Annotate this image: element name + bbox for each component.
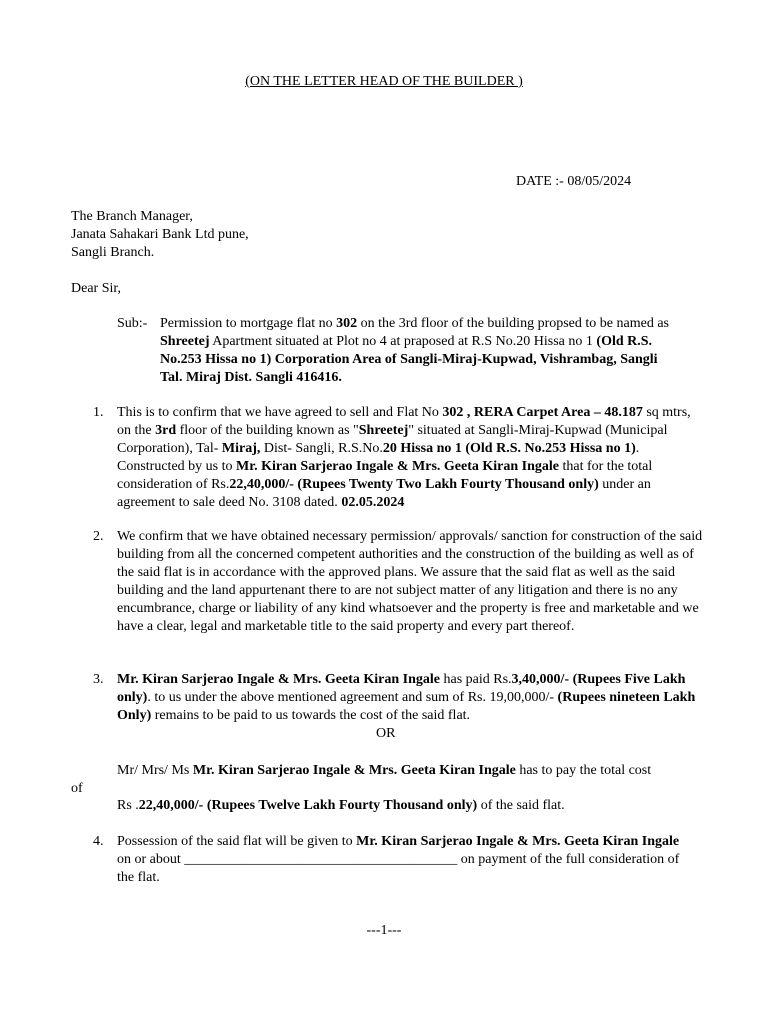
address-line: The Branch Manager, xyxy=(71,209,193,224)
paragraph-number: 3. xyxy=(93,672,104,687)
paragraph-number: 1. xyxy=(93,405,104,420)
subject-label: Sub:- xyxy=(117,316,148,331)
address-line: Sangli Branch. xyxy=(71,245,155,260)
recipient-address xyxy=(71,208,249,262)
address-line: Janata Sahakari Bank Ltd pune, xyxy=(71,227,249,242)
alternative-of: of xyxy=(71,781,83,796)
page-number: ---1--- xyxy=(366,923,402,938)
alternative-line-1: Mr/ Mrs/ Ms Mr. Kiran Sarjerao Ingale & Mrs. Geeta Kiran Ingale has to pay the total cost xyxy=(117,763,652,778)
paragraph-number: 4. xyxy=(93,834,104,849)
salutation: Dear Sir, xyxy=(71,281,121,296)
paragraph-3: Mr. Kiran Sarjerao Ingale & Mrs. Geeta Kiran Ingale has paid Rs.3,40,000/- (Rupees Five Lakh only). to us under the above mentioned agreement and sum of Rs. 19,00,000/- (Rupees nineteen Lakh Only) remains to be paid to us towards the cost of the said flat. xyxy=(117,672,696,723)
paragraph-number: 2. xyxy=(93,529,104,544)
paragraph-4: Possession of the said flat will be given to Mr. Kiran Sarjerao Ingale & Mrs. Geeta Kiran Ingale on or about _______________________________________ on payment of the full consideration of the flat. xyxy=(117,834,680,885)
letter-heading: (ON THE LETTER HEAD OF THE BUILDER ) xyxy=(245,74,523,89)
letter-date: DATE :- 08/05/2024 xyxy=(516,174,632,189)
paragraph-2: We confirm that we have obtained necessary permission/ approvals/ sanction for construction of the said building from all the concerned competent authorities and the construction of the building as well as of the said flat is in accordance with the approved plans. We assure that the said flat as well as the said building and the land appurtenant there to are not subject matter of any litigation and there is no any encumbrance, charge or liability of any kind whatsoever and the property is free and marketable and we have a clear, legal and marketable title to the said property and every part thereof. xyxy=(117,529,703,634)
subject-text: Permission to mortgage flat no 302 on the 3rd floor of the building propsed to be named as Shreetej Apartment situated at Plot no 4 at praposed at R.S No.20 Hissa no 1 (Old R.S. No.253 Hissa no 1) Corporation Area of Sangli-Miraj-Kupwad, Vishrambag, Sangli Tal. Miraj Dist. Sangli 416416. xyxy=(160,316,669,385)
paragraph-1: This is to confirm that we have agreed to sell and Flat No 302 , RERA Carpet Area – 48.187 sq mtrs, on the 3rd floor of the building known as "Shreetej" situated at Sangli-Miraj-Kupwad (Municipal Corporation), Tal- Miraj, Dist- Sangli, R.S.No.20 Hissa no 1 (Old R.S. No.253 Hissa no 1). Constructed by us to Mr. Kiran Sarjerao Ingale & Mrs. Geeta Kiran Ingale that for the total consideration of Rs.22,40,000/- (Rupees Twenty Two Lakh Fourty Thousand only) under an agreement to sale deed No. 3108 dated. 02.05.2024 xyxy=(117,405,691,510)
or-separator: OR xyxy=(376,726,396,741)
alternative-line-2: Rs .22,40,000/- (Rupees Twelve Lakh Fourty Thousand only) of the said flat. xyxy=(117,798,565,813)
